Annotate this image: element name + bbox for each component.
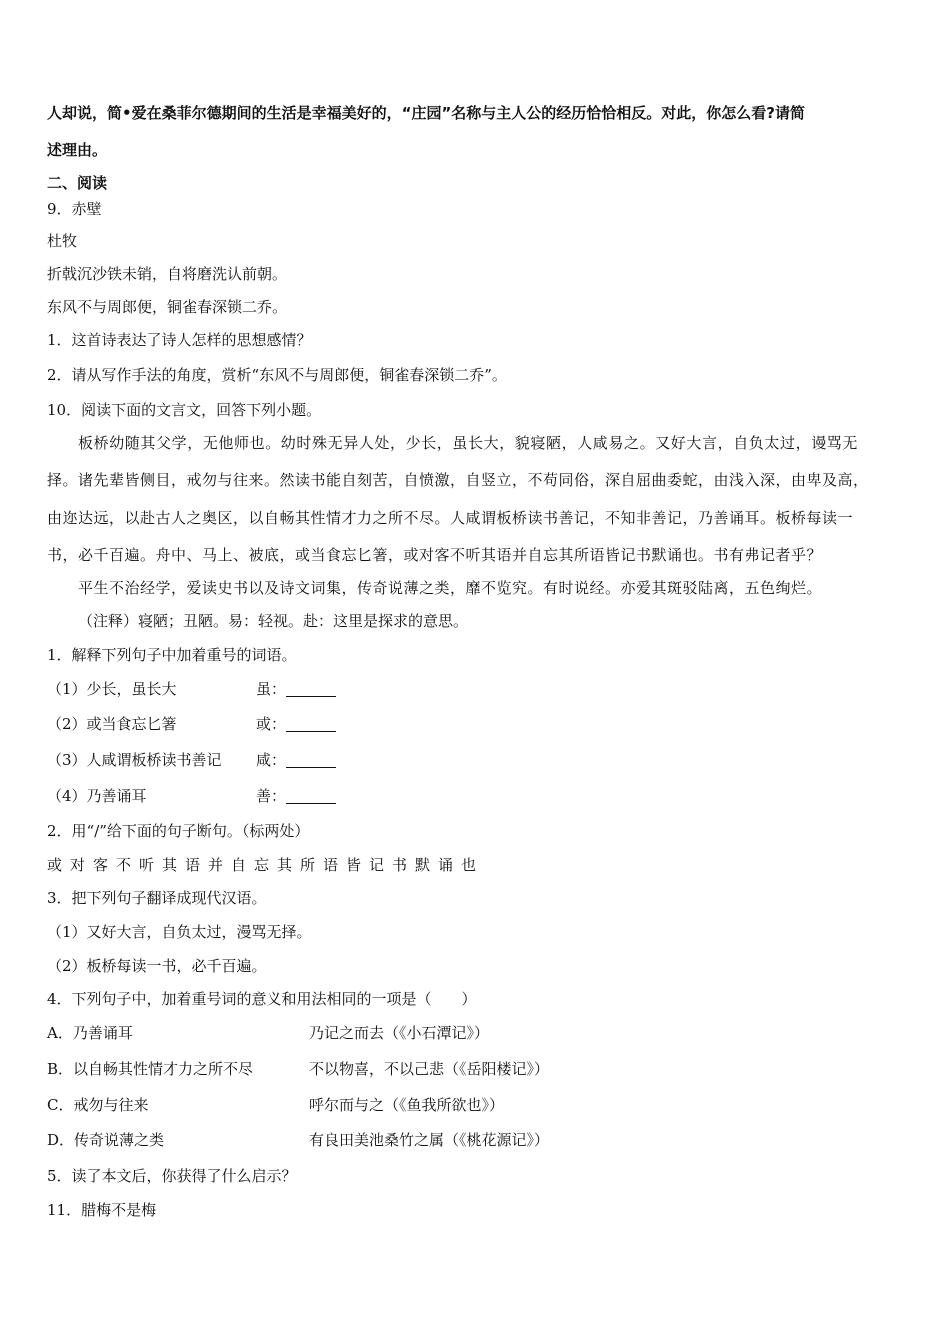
answer-blank[interactable] bbox=[286, 682, 336, 697]
option-c[interactable]: C．戒勿与往来 bbox=[47, 1096, 149, 1114]
q9-subq-2: 2．请从写作手法的角度，赏析“东风不与周郎便，铜雀春深锁二乔”。 bbox=[47, 366, 507, 384]
q10-1-item-3: （3）人咸谓板桥读书善记 bbox=[47, 751, 222, 769]
intro-line-2: 述理由。 bbox=[47, 141, 108, 159]
option-d[interactable]: D．传奇说薄之类 bbox=[47, 1131, 165, 1149]
q10-3-title: 3．把下列句子翻译成现代汉语。 bbox=[47, 889, 267, 907]
q10-1-word-4: 善： bbox=[256, 787, 287, 805]
q10-2-title: 2．用“/”给下面的句子断句。（标两处） bbox=[47, 822, 310, 840]
q10-4-title: 4．下列句子中，加着重号词的意义和用法相同的一项是（ ） bbox=[47, 990, 477, 1008]
intro-line-1: 人却说，简•爱在桑菲尔德期间的生活是幸福美好的，“庄园”名称与主人公的经历恰恰相反。对此，你怎么看?请简 bbox=[47, 104, 806, 122]
q9-poem-line-1: 折戟沉沙铁未销，自将磨洗认前朝。 bbox=[47, 265, 288, 283]
option-b[interactable]: B．以自畅其性情才力之所不尽 bbox=[47, 1060, 254, 1078]
q10-1-answer-1[interactable] bbox=[256, 679, 336, 699]
q10-1-item-1: （1）少长，虽长大 bbox=[47, 680, 177, 698]
q9-subq-1: 1．这首诗表达了诗人怎样的思想感情？ bbox=[47, 331, 312, 349]
answer-blank[interactable] bbox=[286, 753, 336, 768]
q10-1-item-4: （4）乃善诵耳 bbox=[47, 787, 147, 805]
q9-title: 9．赤壁 bbox=[47, 200, 102, 218]
q10-1-word-1: 虽： bbox=[256, 680, 287, 698]
answer-blank[interactable] bbox=[286, 789, 336, 804]
q11-title: 11．腊梅不是梅 bbox=[47, 1201, 157, 1219]
passage-line-4: 书，必千百遍。舟中、马上、被底，或当食忘匕箸，或对客不听其语并自忘其所语皆记书默诵也。书有弗记者乎？ bbox=[47, 546, 823, 564]
passage-line-3: 由迩达远，以赴古人之奥区，以自畅其性情才力之所不尽。人咸谓板桥读书善记，不知非善记，乃善诵耳。板桥每读一 bbox=[47, 509, 854, 527]
q10-5-title: 5．读了本文后，你获得了什么启示？ bbox=[47, 1167, 297, 1185]
q10-title: 10．阅读下面的文言文，回答下列小题。 bbox=[47, 401, 322, 419]
passage-line-2: 择。诸先辈皆侧目，戒勿与往来。然读书能自刻苦，自愤激，自竖立，不苟同俗，深自屈曲委蛇，由浅入深，由卑及高， bbox=[47, 471, 869, 489]
q10-1-answer-4[interactable] bbox=[256, 786, 336, 806]
q10-1-answer-3[interactable] bbox=[256, 750, 336, 770]
option-a-compare: 乃记之而去（《小石潭记》） bbox=[309, 1024, 490, 1042]
q10-1-title: 1．解释下列句子中加着重号的词语。 bbox=[47, 646, 297, 664]
q10-3-item-1: （1）又好大言，自负太过，漫骂无择。 bbox=[47, 923, 312, 941]
passage-line-1: 板桥幼随其父学，无他师也。幼时殊无异人处，少长，虽长大，貌寝陋，人咸易之。又好大言，自负太过，谩骂无 bbox=[78, 434, 859, 452]
answer-blank[interactable] bbox=[286, 717, 336, 732]
q9-author: 杜牧 bbox=[47, 232, 78, 250]
q10-2-sentence: 或对客不听其语并自忘其所语皆记书默诵也 bbox=[47, 856, 485, 874]
section-heading: 二、阅读 bbox=[47, 174, 108, 192]
passage-line-5: 平生不治经学，爱读史书以及诗文词集，传奇说薄之类，靡不览究。有时说经。亦爱其斑驳陆离，五色绚烂。 bbox=[78, 579, 823, 597]
option-d-compare: 有良田美池桑竹之属（《桃花源记》） bbox=[309, 1131, 550, 1149]
q10-1-answer-2[interactable] bbox=[256, 714, 336, 734]
passage-note: （注释）寝陋；丑陋。易：轻视。赴：这里是探求的意思。 bbox=[78, 612, 469, 630]
option-c-compare: 呼尔而与之（《鱼我所欲也》） bbox=[309, 1096, 505, 1114]
q10-1-word-3: 咸： bbox=[256, 751, 287, 769]
q9-poem-line-2: 东风不与周郎便，铜雀春深锁二乔。 bbox=[47, 298, 288, 316]
option-b-compare: 不以物喜，不以己悲（《岳阳楼记》） bbox=[309, 1060, 550, 1078]
option-a[interactable]: A．乃善诵耳 bbox=[47, 1024, 133, 1042]
q10-1-item-2: （2）或当食忘匕箸 bbox=[47, 715, 177, 733]
q10-3-item-2: （2）板桥每读一书，必千百遍。 bbox=[47, 957, 267, 975]
q10-1-word-2: 或： bbox=[256, 715, 287, 733]
